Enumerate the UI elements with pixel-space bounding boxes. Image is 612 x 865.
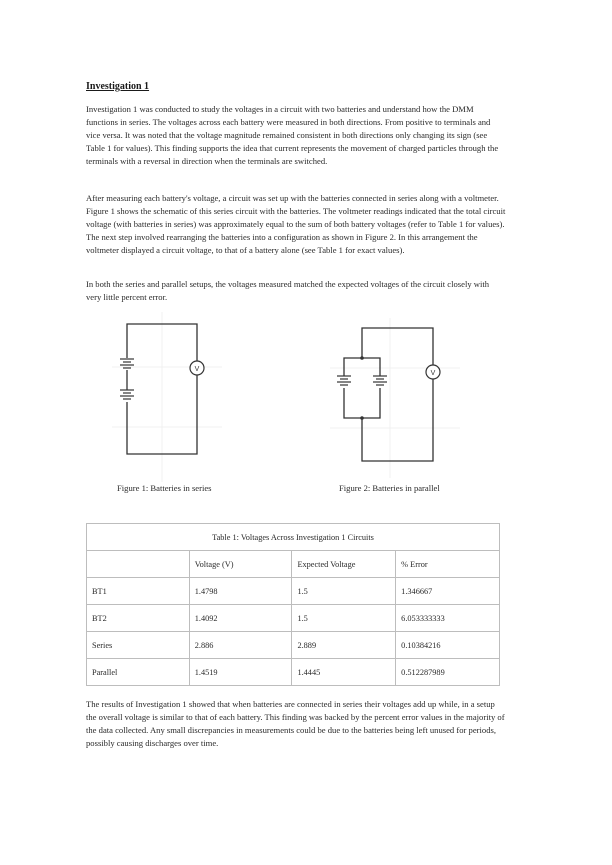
- table-header-row: [87, 551, 500, 578]
- table-cell: 1.4092: [189, 605, 292, 632]
- table-header-cell: Expected Voltage: [292, 551, 396, 578]
- table-row: [87, 659, 500, 686]
- table-cell: 1.4445: [292, 659, 396, 686]
- table-header-cell: Voltage (V): [189, 551, 292, 578]
- table-row: [87, 605, 500, 632]
- table-header-cell: % Error: [396, 551, 500, 578]
- table-cell: 2.886: [189, 632, 292, 659]
- table-cell: 0.512287989: [396, 659, 500, 686]
- table-cell: 1.5: [292, 605, 396, 632]
- table-cell: 1.5: [292, 578, 396, 605]
- conclusion-paragraph: The results of Investigation 1 showed that when batteries are connected in series their voltages add up while, in a setup the overall voltage is similar to that of each battery. This finding was backed by the percent error values in the majority of the data collected. Any small discrepancies in measurements could be due to the batteries being left unused for periods, possibly causing discharges over time.: [86, 699, 505, 748]
- intro-paragraph: Investigation 1 was conducted to study the voltages in a circuit with two batteries and understand how the DMM functions in series. The voltages across each battery were measured in both directions. From positive to terminals and vice versa. It was noted that the voltage magnitude remained consistent in both directions only changing its sign (see Table 1 for values). This finding supports the idea that current represents the movement of charged particles through the terminals with a reversal in direction when the terminals are switched.: [86, 104, 499, 166]
- figure-parallel-circuit: [330, 318, 460, 478]
- table-cell: Parallel: [87, 659, 190, 686]
- series-circuit-diagram: [112, 312, 222, 482]
- figure-1-caption: Figure 1: Batteries in series: [117, 483, 212, 493]
- table-cell: BT2: [87, 605, 190, 632]
- table-cell: 2.889: [292, 632, 396, 659]
- figure-2-caption: Figure 2: Batteries in parallel: [339, 483, 440, 493]
- table-header-cell: [87, 551, 190, 578]
- table-cell: 1.4798: [189, 578, 292, 605]
- battery-icon: [120, 390, 134, 399]
- table-row: [87, 632, 500, 659]
- table-cell: 0.10384216: [396, 632, 500, 659]
- figure-series-circuit: [112, 312, 222, 482]
- voltmeter-icon: [190, 361, 204, 375]
- parallel-circuit-diagram: [330, 318, 460, 478]
- battery-icon: [373, 376, 387, 385]
- voltmeter-icon: [426, 365, 440, 379]
- section-heading: Investigation 1: [86, 81, 150, 92]
- table-cell: 1.346667: [396, 578, 500, 605]
- table-cell: Series: [87, 632, 190, 659]
- table-title: Table 1: Voltages Across Investigation 1 Circuits: [87, 524, 500, 551]
- svg-text:V: V: [430, 370, 436, 377]
- summary-paragraph: In both the series and parallel setups, the voltages measured matched the expected voltages of the circuit closely with very little percent error.: [86, 279, 490, 302]
- svg-text:V: V: [194, 366, 200, 373]
- battery-icon: [337, 376, 351, 385]
- table-cell: 1.4519: [189, 659, 292, 686]
- table-row: [87, 578, 500, 605]
- voltage-table: [86, 523, 500, 686]
- table-cell: 6.053333333: [396, 605, 500, 632]
- table-title-row: [87, 524, 500, 551]
- table-cell: BT1: [87, 578, 190, 605]
- procedure-paragraph: After measuring each battery's voltage, a circuit was set up with the batteries connected in series along with a voltmeter. Figure 1 shows the schematic of this series circuit with the batteries. The voltmeter readings indicated that the total circuit voltage (with batteries in series) was approximately equal to the sum of both battery voltages (refer to Table 1 for values). The next step involved rearranging the batteries into a configuration as shown in Figure 2. In this arrangement the voltmeter displayed a circuit voltage, to that of a battery alone (see Table 1 for exact values).: [86, 193, 506, 255]
